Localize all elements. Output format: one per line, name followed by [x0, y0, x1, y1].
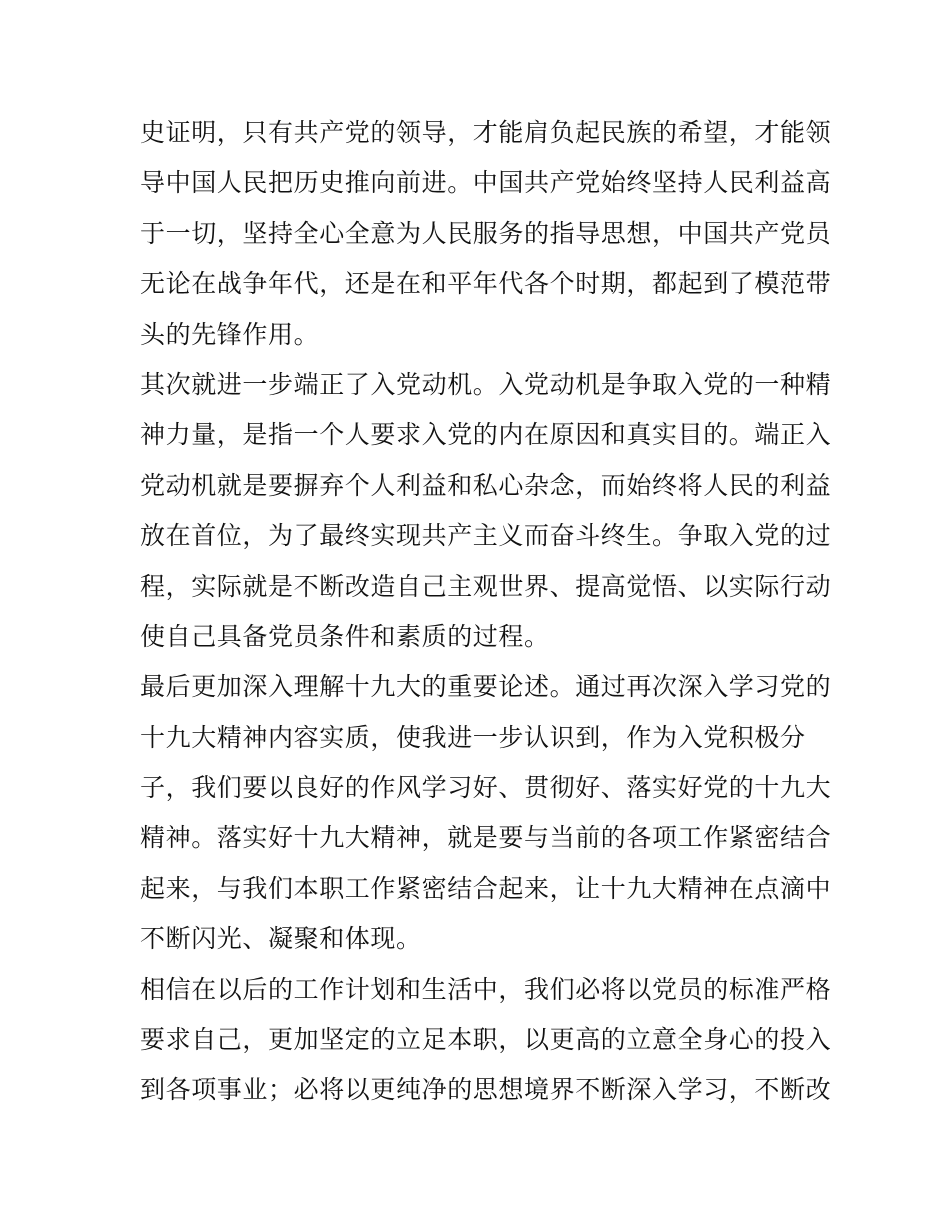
text-line: 于一切，坚持全心全意为人民服务的指导思想，中国共产党员	[140, 218, 832, 248]
text-line: 史证明，只有共产党的领导，才能肩负起民族的希望，才能领	[140, 118, 832, 147]
text-line: 子，我们要以良好的作风学习好、贯彻好、落实好党的十九大	[140, 773, 832, 803]
text-line: 导中国人民把历史推向前进。中国共产党始终坚持人民利益高	[140, 168, 832, 198]
text-line: 精神。落实好十九大精神，就是要与当前的各项工作紧密结合	[140, 823, 832, 853]
text-line: 神力量，是指一个人要求入党的内在原因和真实目的。端正入	[140, 420, 832, 450]
text-line: 头的先锋作用。	[140, 319, 320, 349]
text-line: 放在首位，为了最终实现共产主义而奋斗终生。争取入党的过	[140, 521, 832, 551]
text-line: 十九大精神内容实质，使我进一步认识到，作为入党积极分	[140, 722, 806, 752]
text-line: 使自己具备党员条件和素质的过程。	[140, 621, 550, 651]
text-line: 起来，与我们本职工作紧密结合起来，让十九大精神在点滴中	[140, 873, 832, 903]
text-line: 最后更加深入理解十九大的重要论述。通过再次深入学习党的	[140, 672, 832, 702]
text-line: 党动机就是要摒弃个人利益和私心杂念，而始终将人民的利益	[140, 470, 832, 500]
text-line: 其次就进一步端正了入党动机。入党动机是争取入党的一种精	[140, 369, 832, 399]
text-line: 程，实际就是不断改造自己主观世界、提高觉悟、以实际行动	[140, 571, 832, 601]
text-line: 到各项事业；必将以更纯净的思想境界不断深入学习，不断改	[140, 1075, 832, 1105]
text-line: 要求自己，更加坚定的立足本职，以更高的立意全身心的投入	[140, 1025, 832, 1055]
text-line: 相信在以后的工作计划和生活中，我们必将以党员的标准严格	[140, 974, 832, 1004]
text-line: 不断闪光、凝聚和体现。	[140, 924, 422, 954]
text-line: 无论在战争年代，还是在和平年代各个时期，都起到了模范带	[140, 269, 832, 299]
